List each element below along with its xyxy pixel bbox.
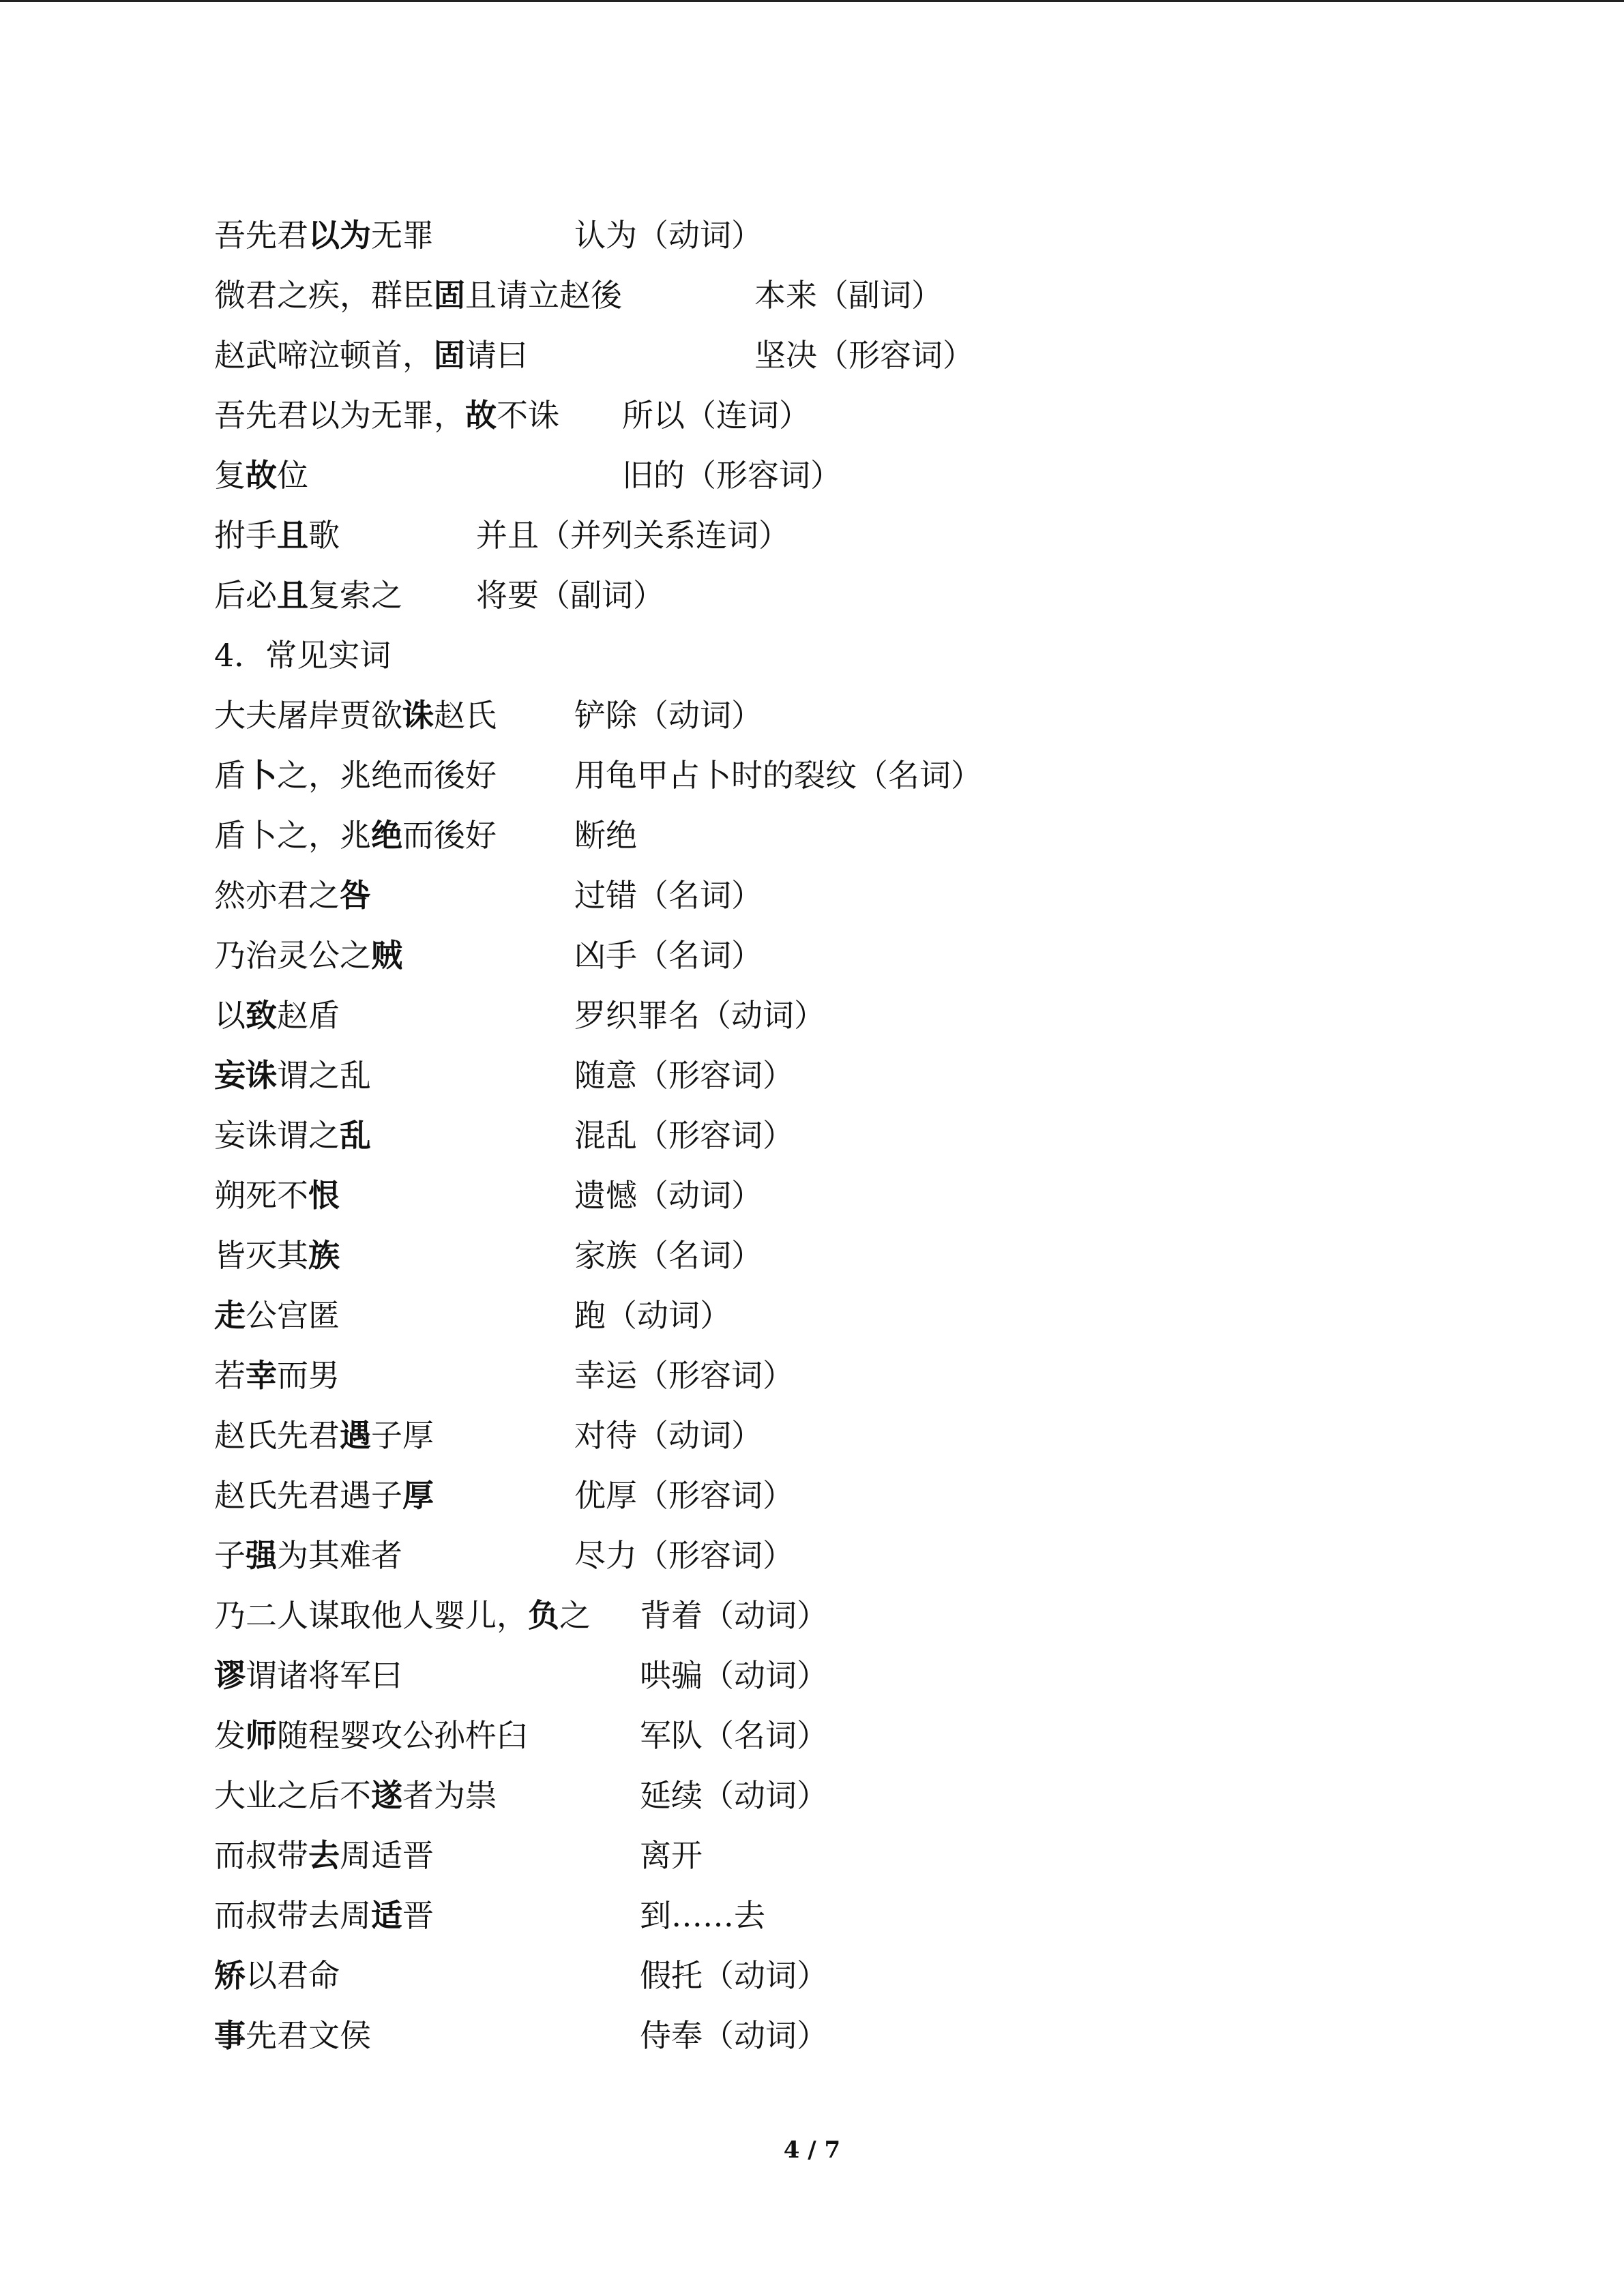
keyword: 故 [465, 397, 497, 434]
example-phrase: 大夫屠岸贾欲诛赵氏 [214, 697, 497, 734]
vocab-row [0, 1532, 1624, 1579]
keyword: 妄诛 [214, 1057, 277, 1094]
word-meaning: 用龟甲占卜时的裂纹（名词） [574, 757, 982, 794]
word-meaning: 背着（动词） [640, 1597, 828, 1634]
vocab-row [0, 271, 1624, 319]
vocab-row [0, 1052, 1624, 1099]
example-phrase: 皆灭其族 [214, 1237, 340, 1274]
vocab-row [0, 511, 1624, 559]
keyword: 去 [308, 1837, 340, 1874]
vocab-row [0, 931, 1624, 979]
example-phrase: 微君之疾，群臣固且请立赵後 [214, 277, 622, 314]
example-phrase: 若幸而男 [214, 1357, 340, 1394]
word-meaning: 军队（名词） [640, 1717, 828, 1754]
vocab-row [0, 451, 1624, 499]
vocab-row [0, 1952, 1624, 1999]
vocab-row [0, 1232, 1624, 1279]
example-phrase: 然亦君之咎 [214, 877, 371, 914]
vocab-row [0, 1472, 1624, 1519]
word-meaning: 坚决（形容词） [754, 337, 974, 374]
vocab-row [0, 992, 1624, 1039]
vocab-row [0, 331, 1624, 379]
keyword: 固 [434, 277, 465, 314]
example-phrase: 走公宫匿 [214, 1297, 340, 1334]
vocab-row [0, 871, 1624, 919]
example-phrase: 子强为其难者 [214, 1537, 402, 1574]
word-meaning: 到……去 [640, 1897, 765, 1934]
word-meaning: 延续（动词） [640, 1777, 828, 1814]
word-meaning: 将要（副词） [476, 577, 664, 614]
word-meaning: 遗憾（动词） [574, 1177, 763, 1214]
vocab-row [0, 1172, 1624, 1219]
vocab-row [0, 1832, 1624, 1879]
word-meaning: 所以（连词） [622, 397, 810, 434]
example-phrase: 赵氏先君遇子厚 [214, 1417, 434, 1454]
keyword: 致 [246, 997, 277, 1034]
keyword: 诛 [402, 697, 434, 734]
page-top-border [0, 0, 1624, 2]
vocab-row [0, 1292, 1624, 1339]
word-meaning: 凶手（名词） [574, 937, 763, 974]
keyword: 恨 [308, 1177, 340, 1214]
example-phrase: 谬谓诸将军曰 [214, 1657, 402, 1694]
vocab-row [0, 691, 1624, 739]
word-meaning: 家族（名词） [574, 1237, 763, 1274]
example-phrase: 乃治灵公之贼 [214, 937, 402, 974]
example-phrase: 妄诛谓之乱 [214, 1117, 371, 1154]
word-meaning: 侍奉（动词） [640, 2017, 828, 2054]
keyword: 师 [246, 1717, 277, 1754]
keyword: 厚 [402, 1477, 434, 1514]
word-meaning: 断绝 [574, 817, 637, 854]
keyword: 强 [246, 1537, 277, 1574]
example-phrase: 吾先君以为无罪 [214, 217, 434, 254]
vocab-row [0, 571, 1624, 619]
keyword: 负 [528, 1597, 559, 1634]
keyword: 遇 [340, 1417, 371, 1454]
example-phrase: 而叔带去周适晋 [214, 1897, 434, 1934]
word-meaning: 离开 [640, 1837, 703, 1874]
word-meaning: 对待（动词） [574, 1417, 763, 1454]
keyword: 族 [308, 1237, 340, 1274]
vocab-row [0, 1592, 1624, 1639]
page-number: 4 / 7 [783, 2136, 841, 2164]
keyword: 故 [246, 457, 277, 494]
word-meaning: 随意（形容词） [574, 1057, 794, 1094]
vocab-row [0, 2012, 1624, 2059]
example-phrase: 吾先君以为无罪，故不诛 [214, 397, 559, 434]
keyword: 走 [214, 1297, 246, 1334]
example-phrase: 赵武啼泣顿首，固请曰 [214, 337, 528, 374]
word-meaning: 幸运（形容词） [574, 1357, 794, 1394]
keyword: 绝 [371, 817, 402, 854]
word-meaning: 铲除（动词） [574, 697, 763, 734]
example-phrase: 后必且复索之 [214, 577, 402, 614]
example-phrase: 大业之后不遂者为祟 [214, 1777, 497, 1814]
example-phrase: 赵氏先君遇子厚 [214, 1477, 434, 1514]
keyword: 咎 [340, 877, 371, 914]
example-phrase: 盾卜之，兆绝而後好 [214, 757, 497, 794]
keyword: 事 [214, 2017, 246, 2054]
vocab-row [0, 751, 1624, 799]
word-meaning: 假托（动词） [640, 1957, 828, 1994]
example-phrase: 发师随程婴攻公孙杵臼 [214, 1717, 528, 1754]
vocab-row [0, 1112, 1624, 1159]
keyword: 卜 [246, 757, 277, 794]
example-phrase: 以致赵盾 [214, 997, 340, 1034]
section-heading: 4．常见实词 [214, 637, 392, 674]
vocab-row [0, 211, 1624, 259]
word-meaning: 本来（副词） [754, 277, 943, 314]
keyword: 幸 [246, 1357, 277, 1394]
vocab-row [0, 1352, 1624, 1399]
word-meaning: 过错（名词） [574, 877, 763, 914]
word-meaning: 跑（动词） [574, 1297, 731, 1334]
word-meaning: 尽力（形容词） [574, 1537, 794, 1574]
example-phrase: 拊手且歌 [214, 517, 340, 554]
example-phrase: 事先君文侯 [214, 2017, 371, 2054]
vocab-row [0, 1892, 1624, 1939]
example-phrase: 复故位 [214, 457, 308, 494]
vocab-row [0, 811, 1624, 859]
example-phrase: 乃二人谋取他人婴儿，负之 [214, 1597, 591, 1634]
keyword: 固 [434, 337, 465, 374]
word-meaning: 并且（并列关系连词） [476, 517, 790, 554]
word-meaning: 旧的（形容词） [622, 457, 842, 494]
word-meaning: 混乱（形容词） [574, 1117, 794, 1154]
keyword: 矫 [214, 1957, 246, 1994]
vocab-row [0, 1412, 1624, 1459]
example-phrase: 妄诛谓之乱 [214, 1057, 371, 1094]
keyword: 且 [277, 577, 308, 614]
keyword: 以为 [308, 217, 371, 254]
word-meaning: 罗织罪名（动词） [574, 997, 825, 1034]
keyword: 贼 [371, 937, 402, 974]
keyword: 谬 [214, 1657, 246, 1694]
vocab-row [0, 391, 1624, 439]
keyword: 且 [277, 517, 308, 554]
keyword: 适 [371, 1897, 402, 1934]
keyword: 遂 [371, 1777, 402, 1814]
keyword: 乱 [340, 1117, 371, 1154]
vocab-row [0, 1772, 1624, 1819]
example-phrase: 盾卜之，兆绝而後好 [214, 817, 497, 854]
example-phrase: 矫以君命 [214, 1957, 340, 1994]
example-phrase: 朔死不恨 [214, 1177, 340, 1214]
word-meaning: 认为（动词） [574, 217, 763, 254]
vocab-row [0, 1652, 1624, 1699]
word-meaning: 哄骗（动词） [640, 1657, 828, 1694]
word-meaning: 优厚（形容词） [574, 1477, 794, 1514]
vocab-row [0, 1712, 1624, 1759]
example-phrase: 而叔带去周适晋 [214, 1837, 434, 1874]
